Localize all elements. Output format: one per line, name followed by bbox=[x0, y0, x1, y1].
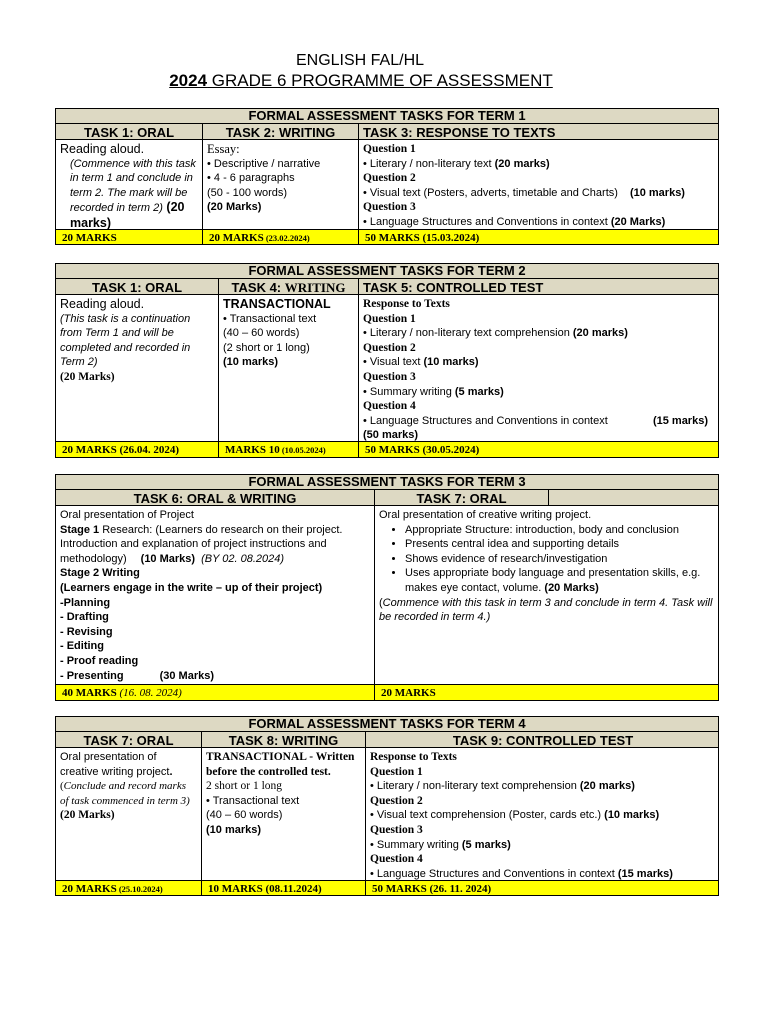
term4-col-task9: TASK 9: CONTROLLED TEST bbox=[365, 732, 720, 747]
term3-col-task6: TASK 6: ORAL & WRITING bbox=[133, 491, 297, 505]
term2-header: FORMAL ASSESSMENT TASKS FOR TERM 2 bbox=[56, 264, 718, 279]
term2-q2-text: • Visual text (10 marks) bbox=[363, 356, 479, 369]
term3-task7-cell bbox=[374, 506, 720, 684]
term1-footer bbox=[56, 229, 718, 244]
term1-task1-note: (Commence with this task in term 1 and conclude in term 2. The mark will be recorded in term 2) (20 marks) bbox=[70, 157, 196, 229]
term1-q1-label: Question 1 bbox=[363, 143, 416, 155]
term4-foot-task7: 20 MARKS (25.10.2024) bbox=[62, 883, 163, 895]
term2-q4-text: • Language Structures and Conventions in context (15 marks) bbox=[363, 414, 708, 427]
term1-task3-cell bbox=[358, 140, 720, 229]
term2-foot-task5: 50 MARKS (30.05.2024) bbox=[358, 442, 720, 457]
term1-column-headers bbox=[56, 124, 718, 140]
term3-task7-bullet-2: • Presents central idea and supporting details bbox=[405, 537, 716, 552]
term2-col-task4: TASK 4: WRITING bbox=[218, 279, 358, 294]
term2-task4-heading: TRANSACTIONAL bbox=[223, 297, 331, 311]
term3-foot-task7: 20 MARKS bbox=[374, 685, 720, 700]
term3-step-revising: - Revising bbox=[60, 625, 113, 638]
document-subtitle bbox=[0, 71, 768, 91]
term3-task6-cell bbox=[56, 506, 374, 684]
term4-task8-bullet: • Transactional text bbox=[206, 794, 300, 807]
term1-header: FORMAL ASSESSMENT TASKS FOR TERM 1 bbox=[56, 109, 718, 124]
term2-footer bbox=[56, 441, 718, 457]
term3-step-proofreading: - Proof reading bbox=[60, 654, 139, 667]
term1-col-task3: TASK 3: RESPONSE TO TEXTS bbox=[358, 124, 720, 139]
term4-col-task7: TASK 7: ORAL bbox=[83, 733, 174, 747]
term1-foot-task3: 50 MARKS (15.03.2024) bbox=[358, 230, 720, 244]
term4-task8-choice: 2 short or 1 long bbox=[206, 780, 283, 793]
term1-task2-label: Essay: bbox=[207, 142, 240, 156]
term2-task1-marks: (20 Marks) bbox=[60, 370, 115, 383]
term1-table bbox=[55, 108, 719, 245]
term3-task7-bullet-4: • Uses appropriate body language and presentation skills, e.g. makes eye contact, volume. (20 Marks) bbox=[405, 566, 716, 595]
term3-task7-note: (Commence with this task in term 3 and conclude in term 4. Task will be recorded in term 4.) bbox=[379, 596, 713, 624]
term4-header: FORMAL ASSESSMENT TASKS FOR TERM 4 bbox=[56, 717, 718, 732]
term4-task8-words: (40 – 60 words) bbox=[206, 809, 283, 822]
term4-task7-line: Oral presentation of creative writing project. bbox=[60, 751, 173, 778]
term4-q3-text: • Summary writing (5 marks) bbox=[370, 838, 511, 851]
term4-task9-cell bbox=[365, 748, 720, 880]
term2-task4-bullet: • Transactional text bbox=[223, 312, 317, 325]
term3-task7-bullet-1: • Appropriate Structure: introduction, body and conclusion bbox=[405, 523, 716, 538]
term3-col-empty bbox=[548, 490, 720, 505]
term2-q4-total: (50 marks) bbox=[363, 429, 419, 441]
term2-task4-words: (40 – 60 words) bbox=[223, 327, 300, 340]
term3-column-headers bbox=[56, 490, 718, 506]
term1-q2-text: • Visual text (Posters, adverts, timetable and Charts) (10 marks) bbox=[363, 186, 685, 199]
term4-task7-marks: (20 Marks) bbox=[60, 809, 115, 822]
term3-stage2-note: (Learners engage in the write – up of their project) bbox=[60, 581, 323, 594]
term1-q3-text: • Language Structures and Conventions in context (20 Marks) bbox=[363, 215, 666, 228]
term1-task2-cell bbox=[202, 140, 358, 229]
term2-q1-text: • Literary / non-literary text comprehension (20 marks) bbox=[363, 327, 628, 340]
term3-stage1: Stage 1 Research: (Learners do research on their project. Introduction and explanation of project instructions and methodology) (10 Marks) (BY 02. 08.2024) bbox=[60, 523, 343, 565]
term2-task1-line: Reading aloud. bbox=[60, 297, 145, 311]
term4-task7-note: (Conclude and record marks of task commenced in term 3) bbox=[60, 780, 190, 807]
term2-task1-note: (This task is a continuation from Term 1 and will be completed and recorded in Term 2) bbox=[60, 312, 191, 369]
term4-task8-cell bbox=[201, 748, 365, 880]
term4-col-task8: TASK 8: WRITING bbox=[201, 732, 365, 747]
term2-col-task1: TASK 1: ORAL bbox=[91, 280, 183, 294]
term4-table bbox=[55, 716, 719, 896]
term3-foot-task6: 40 MARKS (16. 08. 2024) bbox=[62, 687, 182, 699]
term3-header: FORMAL ASSESSMENT TASKS FOR TERM 3 bbox=[56, 475, 718, 490]
term2-q2-label: Question 2 bbox=[363, 341, 416, 354]
term4-q2-text: • Visual text comprehension (Poster, cards etc.) (10 marks) bbox=[370, 809, 660, 822]
term1-q2-label: Question 2 bbox=[363, 172, 416, 185]
term2-q4-label: Question 4 bbox=[363, 400, 416, 413]
term3-task7-bullet-3: • Shows evidence of research/investigation bbox=[405, 552, 716, 567]
term2-task5-cell bbox=[358, 295, 720, 441]
term2-table bbox=[55, 263, 719, 458]
term4-task8-heading: TRANSACTIONAL - Written before the controlled test. bbox=[206, 751, 355, 778]
term4-q1-text: • Literary / non-literary text comprehension (20 marks) bbox=[370, 780, 635, 793]
term4-q4-text: • Language Structures and Conventions in context (15 marks) bbox=[370, 867, 673, 880]
term3-body bbox=[56, 506, 718, 684]
title-line-1: ENGLISH FAL/HL bbox=[295, 52, 425, 69]
term1-body bbox=[56, 140, 718, 229]
title-year: 2024 bbox=[169, 71, 208, 90]
term1-task2-words: (50 - 100 words) bbox=[207, 186, 288, 199]
term3-task7-list bbox=[379, 523, 716, 596]
term3-col-task7: TASK 7: ORAL bbox=[374, 490, 548, 505]
term2-foot-task4: MARKS 10 (10.05.2024) bbox=[218, 442, 358, 457]
term4-q1-label: Question 1 bbox=[370, 765, 423, 778]
term2-q3-text: • Summary writing (5 marks) bbox=[363, 385, 504, 398]
term2-task1-cell bbox=[56, 295, 218, 441]
term4-footer bbox=[56, 880, 718, 895]
term2-col-task5: TASK 5: CONTROLLED TEST bbox=[358, 279, 720, 294]
term3-step-planning: -Planning bbox=[60, 596, 111, 609]
term3-step-drafting: - Drafting bbox=[60, 611, 109, 624]
term3-step-presenting: - Presenting (30 Marks) bbox=[60, 669, 214, 682]
term2-foot-task1: 20 MARKS (26.04. 2024) bbox=[62, 444, 180, 456]
term1-task1-cell bbox=[56, 140, 202, 229]
term2-task4-choice: (2 short or 1 long) bbox=[223, 341, 310, 354]
term1-foot-task2: 20 MARKS (23.02.2024) bbox=[202, 230, 358, 244]
document-title bbox=[0, 52, 768, 70]
term1-col-task1: TASK 1: ORAL bbox=[83, 125, 175, 139]
term2-q3-label: Question 3 bbox=[363, 370, 416, 383]
term2-task5-heading: Response to Texts bbox=[363, 298, 450, 310]
term2-column-headers bbox=[56, 279, 718, 295]
term2-body bbox=[56, 295, 718, 441]
term1-foot-task1: 20 MARKS bbox=[62, 232, 117, 244]
term1-q1-text: • Literary / non-literary text (20 marks) bbox=[363, 157, 550, 170]
term4-task7-cell bbox=[56, 748, 201, 880]
term3-stage2: Stage 2 Writing bbox=[60, 567, 140, 580]
term1-q3-label: Question 3 bbox=[363, 201, 416, 214]
term3-step-editing: - Editing bbox=[60, 640, 104, 653]
term4-q3-label: Question 3 bbox=[370, 823, 423, 836]
term3-task6-line: Oral presentation of Project bbox=[60, 509, 194, 521]
term2-q1-label: Question 1 bbox=[363, 312, 416, 325]
term3-task7-line: Oral presentation of creative writing project. bbox=[379, 509, 592, 521]
title-line-2: GRADE 6 PROGRAMME OF ASSESSMENT bbox=[207, 71, 553, 90]
term2-task4-cell bbox=[218, 295, 358, 441]
term4-task9-heading: Response to Texts bbox=[370, 751, 457, 763]
term1-task2-bullet-1: • Descriptive / narrative bbox=[207, 157, 321, 170]
term3-footer bbox=[56, 684, 718, 700]
term1-task2-bullet-2: • 4 - 6 paragraphs bbox=[207, 172, 295, 185]
term4-task8-marks: (10 marks) bbox=[206, 823, 262, 836]
term4-column-headers bbox=[56, 732, 718, 748]
term4-q4-label: Question 4 bbox=[370, 853, 423, 866]
term4-q2-label: Question 2 bbox=[370, 794, 423, 807]
term4-body bbox=[56, 748, 718, 880]
term1-task1-line: Reading aloud. bbox=[60, 142, 145, 156]
term1-col-task2: TASK 2: WRITING bbox=[202, 124, 358, 139]
term3-table bbox=[55, 474, 719, 701]
term4-foot-task8: 10 MARKS (08.11.2024) bbox=[201, 881, 365, 895]
term4-foot-task9: 50 MARKS (26. 11. 2024) bbox=[365, 881, 720, 895]
term2-task4-marks: (10 marks) bbox=[223, 356, 279, 369]
term1-task2-marks: (20 Marks) bbox=[207, 201, 262, 214]
